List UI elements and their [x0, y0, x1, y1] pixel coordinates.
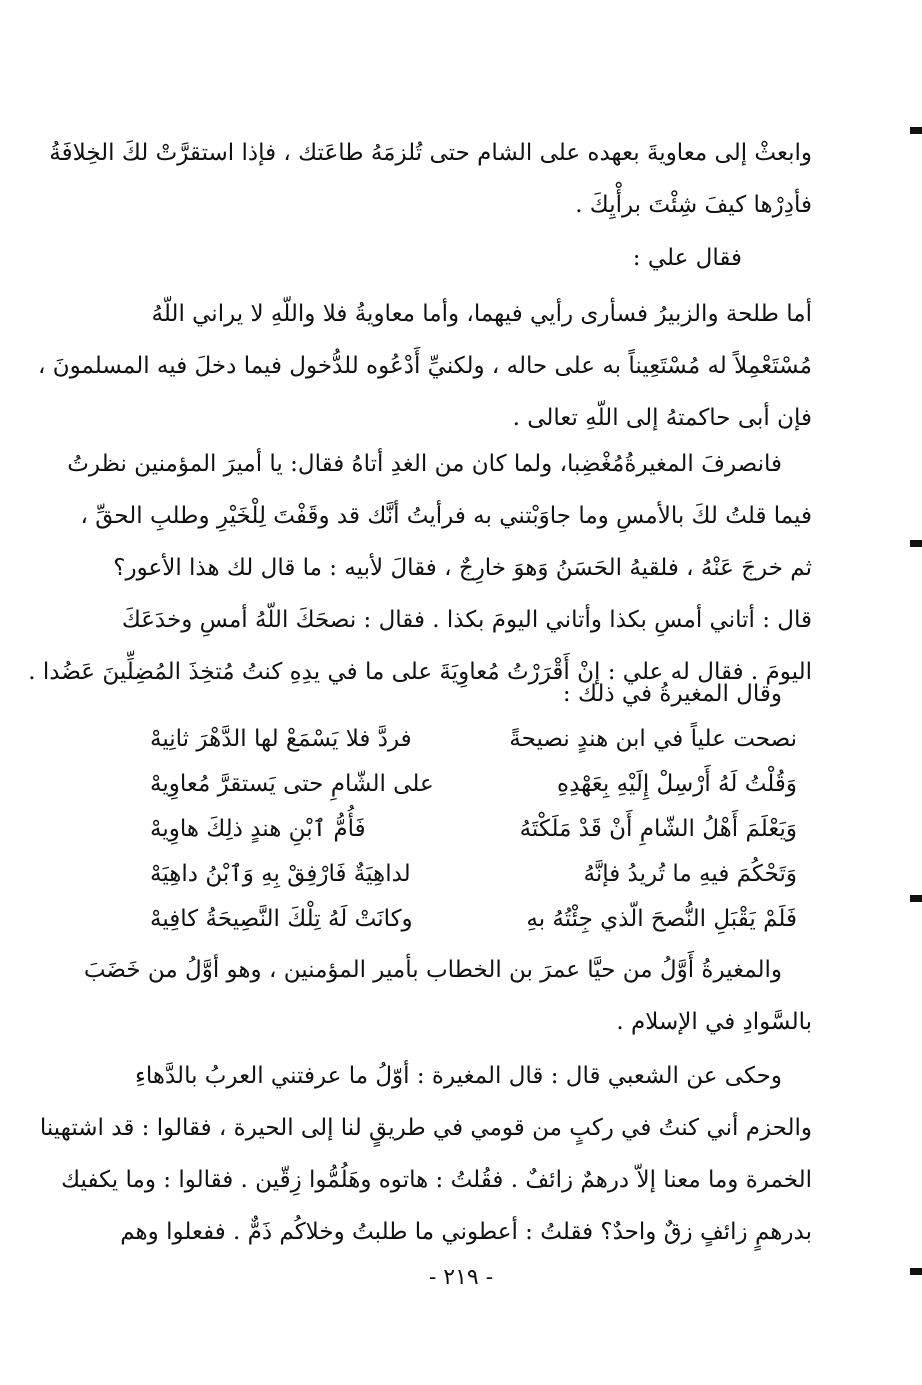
- text-line: وابعثْ إلى معاويةَ بعهده على الشام حتى تُلزمَهُ طاعَتك ، فإذا استقرَّتْ لكَ الخِلافَةُ: [49, 140, 812, 166]
- text-line: اليومَ . فقال له علي : إنْ أَقْرَرْتُ مُعاوِيَةَ على ما في يدِهِ كنتُ مُتخِذَ المُضِلِّينَ عَضُدا .: [28, 659, 812, 685]
- scan-edge-mark: [910, 895, 922, 902]
- scan-edge-mark: [910, 1268, 922, 1275]
- paragraph: [37, 288, 812, 444]
- scan-edge-mark: [910, 127, 922, 134]
- poem-verse: [150, 717, 797, 762]
- paragraph: [28, 438, 812, 698]
- text-line: والمغيرةُ أَوَّلُ من حيَّا عمرَ بن الخطاب بأمير المؤمنين ، وهو أوَّلُ من خَضَبَ: [83, 957, 782, 983]
- text-line: ثم خرجَ عَنْهُ ، فلقيهُ الحَسَنُ وَهوَ خارِجٌ ، فقالَ لأبيه : ما قال لك هذا الأعور؟: [113, 555, 812, 581]
- poem-hemistich-first: وَيَعْلَمَ أَهْلُ الشّامِ أَنْ قَدْ مَلَكْتَهُ: [519, 816, 797, 842]
- text-line: فقال علي :: [632, 245, 742, 271]
- poem-verse: [150, 807, 797, 852]
- poem-hemistich-first: فَلَمْ يَقْبَلِ النُّصحَ الّذي جِئْتُهُ بهِ: [526, 906, 797, 932]
- text-line: وحكى عن الشعبي قال : قال المغيرة : أوّلُ ما عرفتني العربُ بالدَّهاءِ: [135, 1063, 782, 1089]
- poem-hemistich-first: نصحت علياً في ابن هندٍ نصيحةً: [509, 726, 797, 752]
- poem-hemistich-second: لداهِيَةٌ فَارْفِقْ بِهِ وَٱبْنُ داهِيَهْ: [150, 861, 411, 887]
- poem-hemistich-first: وَتَحْكُمَ فيهِ ما تُريدُ فإنَّهُ: [583, 861, 797, 887]
- text-line: أما طلحة والزبيرُ فسأرى رأيي فيهما، وأما معاويةُ فلا واللّهِ لا يراني اللّهُ: [151, 301, 812, 327]
- poem-hemistich-second: فَأُمُّ ٱبْنِ هندٍ ذلِكَ هاوِيهْ: [150, 816, 366, 842]
- text-line: الخمرة وما معنا إلاّ درهمٌ زائفٌ . فقُلتُ : هاتوه وهَلُمُّوا زِقّين . فقالوا : وما يكفيك: [61, 1167, 812, 1193]
- paragraph: [128, 668, 812, 720]
- text-line: فإن أبى حاكمتهُ إلى اللّهِ تعالى .: [512, 405, 812, 431]
- poem-verse: [150, 762, 797, 807]
- scan-edge-mark: [910, 540, 922, 547]
- poem-hemistich-second: فردَّ فلا يَسْمَعْ لها الدَّهْرَ ثانِيهْ: [150, 726, 412, 752]
- text-line: مُسْتَعْمِلاً له مُسْتَعِيناً به على حاله ، ولكنيِّ أَدْعُوه للدُّخول فيما دخلَ فيه المسلمونَ ،: [37, 353, 812, 379]
- text-line: قال : أتاني أمسِ بكذا وأتاني اليومَ بكذا . فقال : نصحَكَ اللّهُ أمسِ وخدَعَكَ: [121, 607, 812, 633]
- paragraph: [83, 944, 812, 1048]
- paragraph: [39, 1050, 812, 1258]
- poem-hemistich-first: وَقُلْتُ لَهُ أَرْسِلْ إِلَيْهِ بِعَهْدِهِ: [557, 771, 797, 797]
- paragraph: [49, 127, 812, 231]
- page-number: - ٢١٩ -: [428, 1265, 494, 1290]
- text-line: فيما قلتُ لكَ بالأمسِ وما جاوَبْتني به فرأيتُ أنَّك قد وقَفْتَ لِلْخَيْرِ وطلبِ الحقِّ ،: [80, 503, 812, 529]
- poem: [150, 717, 797, 942]
- poem-verse: [150, 852, 797, 897]
- paragraph: [128, 232, 812, 284]
- poem-verse: [150, 897, 797, 942]
- text-line: فانصرفَ المغيرةُمُغْضِبا، ولما كان من الغدِ أتاهُ فقال: يا أميرَ المؤمنين نظرتُ: [67, 451, 782, 477]
- text-line: والحزم أني كنتُ في ركبٍ من قومي في طريقٍ لنا إلى الحيرة ، فقالوا : قد اشتهينا: [39, 1115, 812, 1141]
- text-line: بالسَّوادِ في الإسلام .: [616, 1009, 812, 1035]
- poem-hemistich-second: وكانَتْ لَهُ تِلْكَ النَّصِيحَةُ كافِيهْ: [150, 906, 413, 932]
- text-line: وقال المغيرةُ في ذلك :: [562, 681, 782, 707]
- text-line: فأدِرْها كيفَ شِئْتَ برأْيِكَ .: [575, 192, 812, 218]
- poem-hemistich-second: على الشّامِ حتى يَستقرَّ مُعاوِيهْ: [150, 771, 434, 797]
- text-line: بدرهمٍ زائفٍ زقٌ واحدٌ؟ فقلتُ : أعطوني ما طلبتُ وخلاكُم ذَمٌّ . ففعلوا وهم: [120, 1219, 812, 1245]
